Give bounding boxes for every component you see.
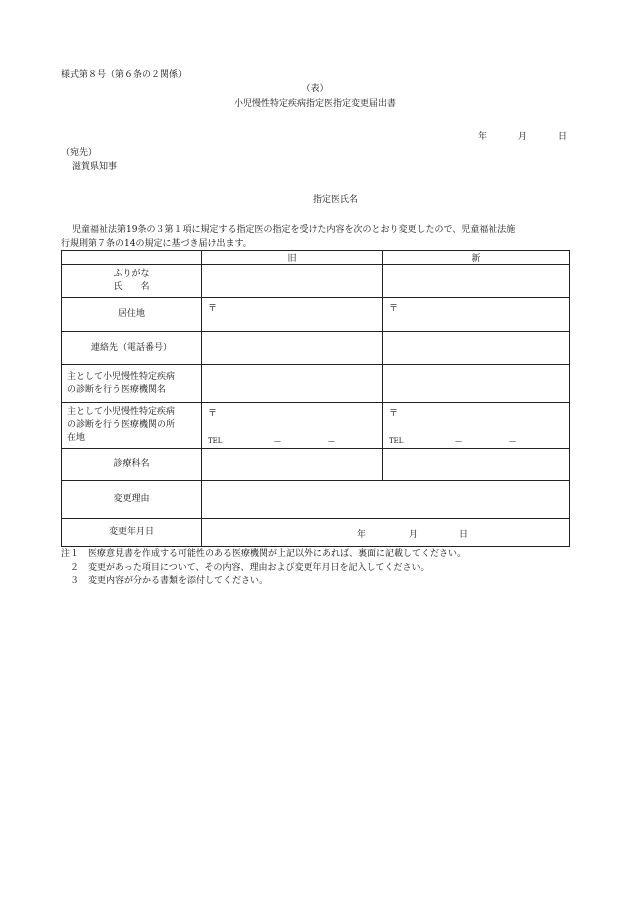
tel-label: TEL: [389, 437, 404, 445]
old-institution-name-cell[interactable]: [202, 365, 383, 403]
tel-dash: —: [328, 437, 335, 445]
old-name-cell[interactable]: [202, 265, 383, 298]
addressee-name: 滋賀県知事: [72, 162, 118, 172]
tel-dash: —: [274, 437, 281, 445]
new-contact-cell[interactable]: [383, 332, 570, 365]
date-year-label: 年: [478, 132, 488, 142]
institution-address-label: [62, 403, 202, 449]
old-address-cell[interactable]: [202, 298, 383, 332]
change-date-fields: [357, 527, 468, 540]
institution-address-label-line-3: 在地: [67, 433, 86, 443]
doctor-name-label: 指定医氏名: [313, 195, 359, 205]
note-1: 注１ 医療意見書を作成する可能性のある医療機関が上記以外にあれば、裏面に記載してください。: [61, 549, 467, 559]
old-department-cell[interactable]: [202, 449, 383, 481]
note-3: ３ 変更内容が分かる書類を添付してください。: [61, 576, 269, 586]
contact-label: 連絡先（電話番号）: [62, 332, 202, 365]
old-institution-address-cell[interactable]: [202, 403, 383, 449]
new-institution-address-cell[interactable]: [383, 403, 570, 449]
intro-line-2: 行規則第７条の14の規定に基づき届け出ます。: [61, 239, 252, 249]
postal-mark-icon: 〒: [208, 304, 218, 314]
institution-address-label-line-1: 主として小児慢性特定疾病: [67, 407, 176, 417]
new-address-cell[interactable]: [383, 298, 570, 332]
new-name-cell[interactable]: [383, 265, 570, 298]
old-tel-line: [208, 437, 348, 445]
institution-name-label-line-2: の診断を行う医療機関名: [67, 384, 167, 395]
addressee-prefix: （宛先）: [61, 148, 98, 158]
document-title: 小児慢性特定疾病指定医指定変更届出書: [233, 99, 396, 109]
postal-mark-icon: 〒: [389, 304, 399, 314]
notes: [61, 548, 466, 589]
change-date-day: 日: [459, 530, 469, 540]
header-blank-cell: [62, 251, 202, 265]
old-contact-cell[interactable]: [202, 332, 383, 365]
form-number: 様式第８号（第６条の２関係）: [61, 70, 188, 80]
postal-mark-icon: 〒: [389, 409, 399, 419]
address-label: 居住地: [62, 298, 202, 332]
tel-label: TEL: [208, 437, 223, 445]
column-new-header: 新: [383, 251, 570, 265]
change-date-cell[interactable]: [202, 519, 570, 547]
change-form-table: [61, 250, 570, 547]
institution-address-label-line-2: の診断を行う医療機関の所: [67, 420, 176, 430]
institution-name-label-line-1: 主として小児慢性特定疾病: [67, 371, 176, 382]
new-department-cell[interactable]: [383, 449, 570, 481]
reason-label: 変更理由: [62, 481, 202, 519]
change-date-label: 変更年月日: [62, 519, 202, 547]
new-tel-line: [389, 437, 529, 445]
new-institution-name-cell[interactable]: [383, 365, 570, 403]
furigana-label: ふりがな: [113, 269, 150, 279]
institution-name-label: [62, 365, 202, 403]
date-month-label: 月: [518, 132, 528, 142]
intro-line-1: 児童福祉法第19条の３第１項に規定する指定医の指定を受けた内容を次のとおり変更したので、児童福祉法施: [72, 225, 516, 235]
date-day-label: 日: [558, 132, 568, 142]
side-label: （表）: [301, 84, 329, 94]
name-label: 氏 名: [113, 282, 150, 292]
tel-dash: —: [509, 437, 516, 445]
furigana-name-label: [62, 265, 202, 298]
postal-mark-icon: 〒: [208, 409, 218, 419]
tel-dash: —: [455, 437, 462, 445]
change-date-month: 月: [409, 530, 419, 540]
change-date-year: 年: [357, 530, 367, 540]
note-2: ２ 変更があった項目について、その内容、理由および変更年月日を記入してください。: [61, 562, 430, 573]
department-label: 診療科名: [62, 449, 202, 481]
reason-cell[interactable]: [202, 481, 570, 519]
column-old-header: 旧: [202, 251, 383, 265]
